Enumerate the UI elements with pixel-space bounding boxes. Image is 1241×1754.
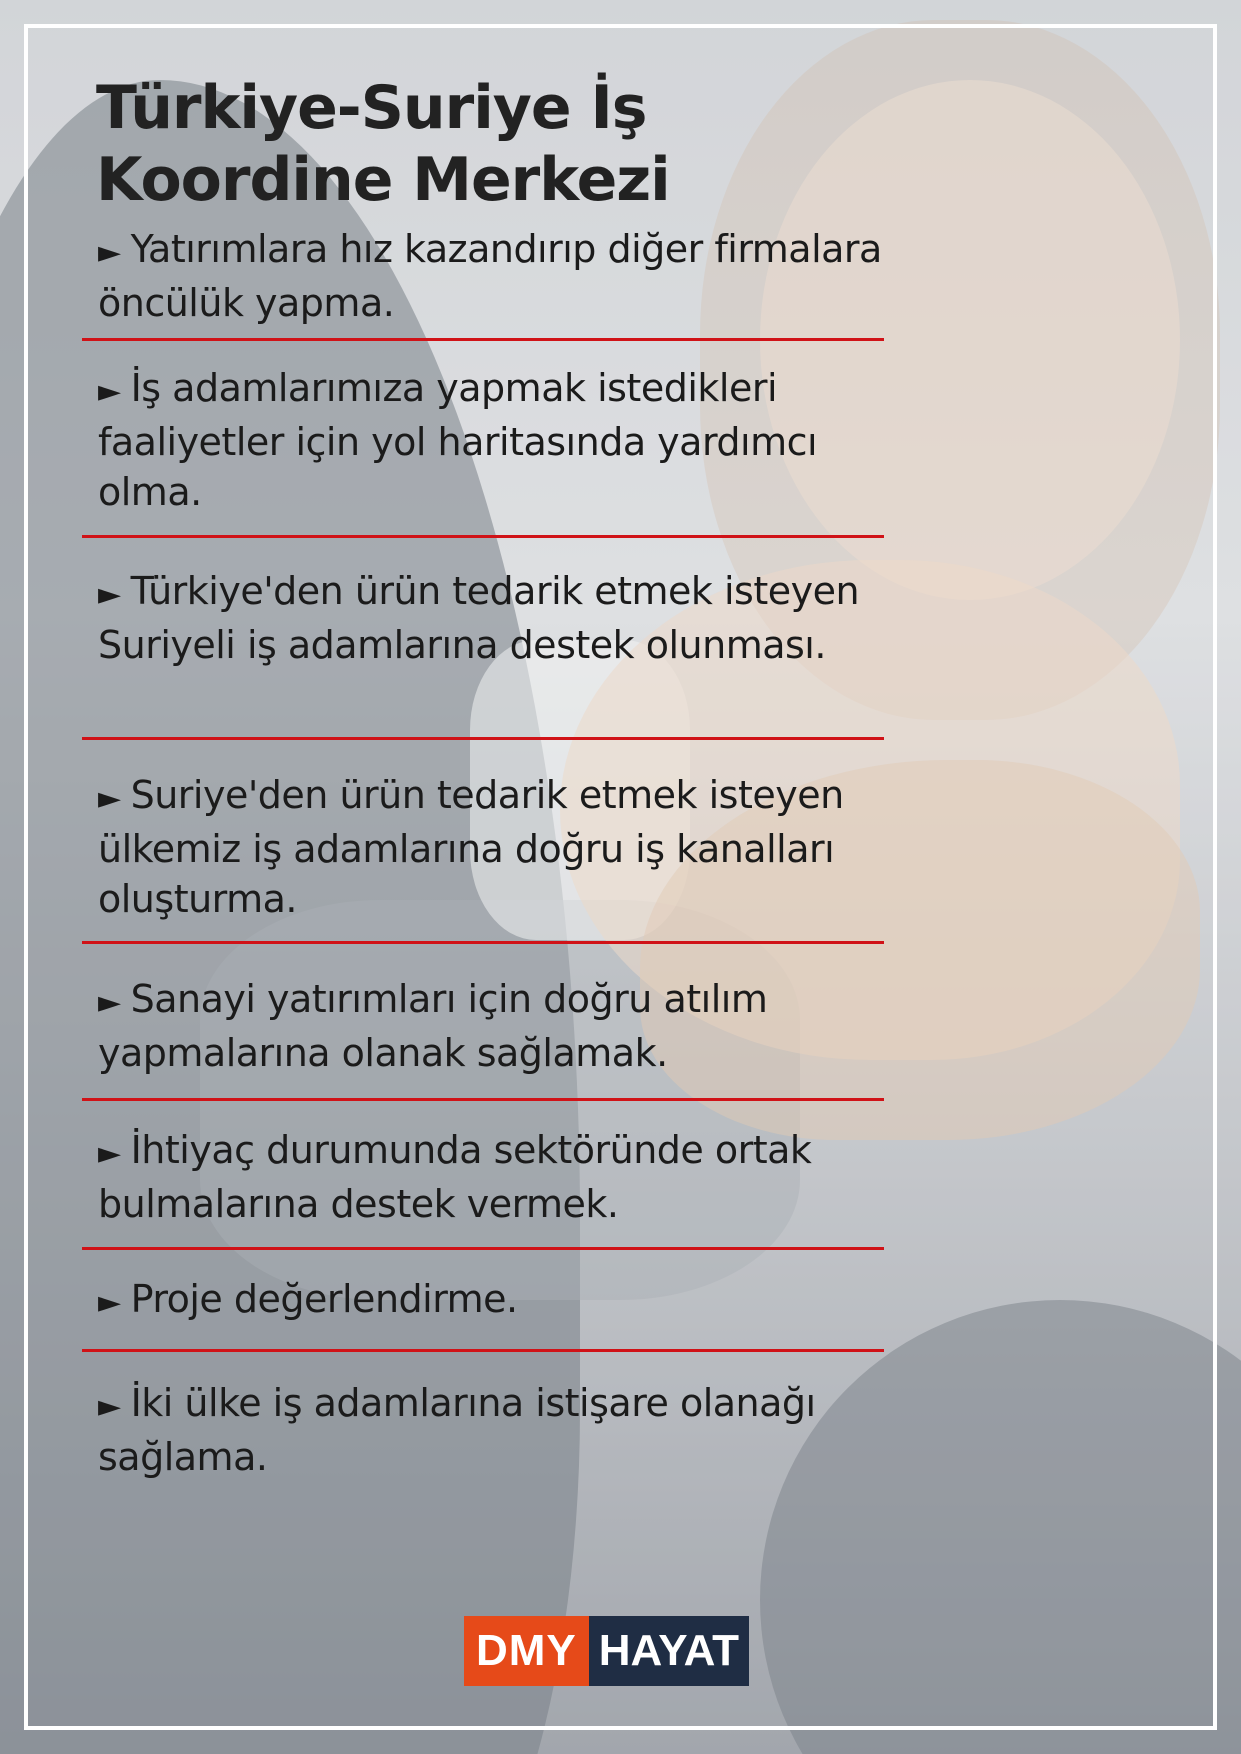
list-item [82, 224, 884, 341]
list-item [82, 944, 884, 1101]
list-item [82, 1352, 884, 1492]
list-item [82, 1250, 884, 1352]
list-item [82, 740, 884, 944]
logo-hayat: HAYAT [589, 1616, 749, 1686]
list-item [82, 538, 884, 740]
arrow-bullet-icon: ► [98, 235, 121, 270]
dmy-hayat-logo [464, 1616, 749, 1686]
arrow-bullet-icon: ► [98, 374, 121, 409]
arrow-bullet-icon: ► [98, 577, 121, 612]
page-title: Türkiye-Suriye İş Koordine Merkezi [96, 73, 670, 215]
arrow-bullet-icon: ► [98, 1389, 121, 1424]
list-item-text: Sanayi yatırımları için doğru atılım yapmalarına olanak sağlamak. [98, 977, 768, 1075]
arrow-bullet-icon: ► [98, 1285, 121, 1320]
list-item [82, 1101, 884, 1250]
list-item-text: Suriye'den ürün tedarik etmek isteyen ülkemiz iş adamlarına doğru iş kanalları oluşturma. [98, 773, 844, 921]
list-item-text: İki ülke iş adamlarına istişare olanağı sağlama. [98, 1381, 816, 1479]
list-item-text: Proje değerlendirme. [130, 1277, 518, 1321]
list-item [82, 341, 884, 538]
list-item-text: Yatırımlara hız kazandırıp diğer firmalara öncülük yapma. [98, 227, 882, 325]
logo-dmy: DMY [464, 1616, 589, 1686]
arrow-bullet-icon: ► [98, 1136, 121, 1171]
arrow-bullet-icon: ► [98, 985, 121, 1020]
list-item-text: İhtiyaç durumunda sektöründe ortak bulmalarına destek vermek. [98, 1128, 812, 1226]
list-item-text: Türkiye'den ürün tedarik etmek isteyen Suriyeli iş adamlarına destek olunması. [98, 569, 860, 667]
bullet-list [82, 224, 884, 1492]
list-item-text: İş adamlarımıza yapmak istedikleri faaliyetler için yol haritasında yardımcı olma. [98, 366, 818, 514]
arrow-bullet-icon: ► [98, 781, 121, 816]
